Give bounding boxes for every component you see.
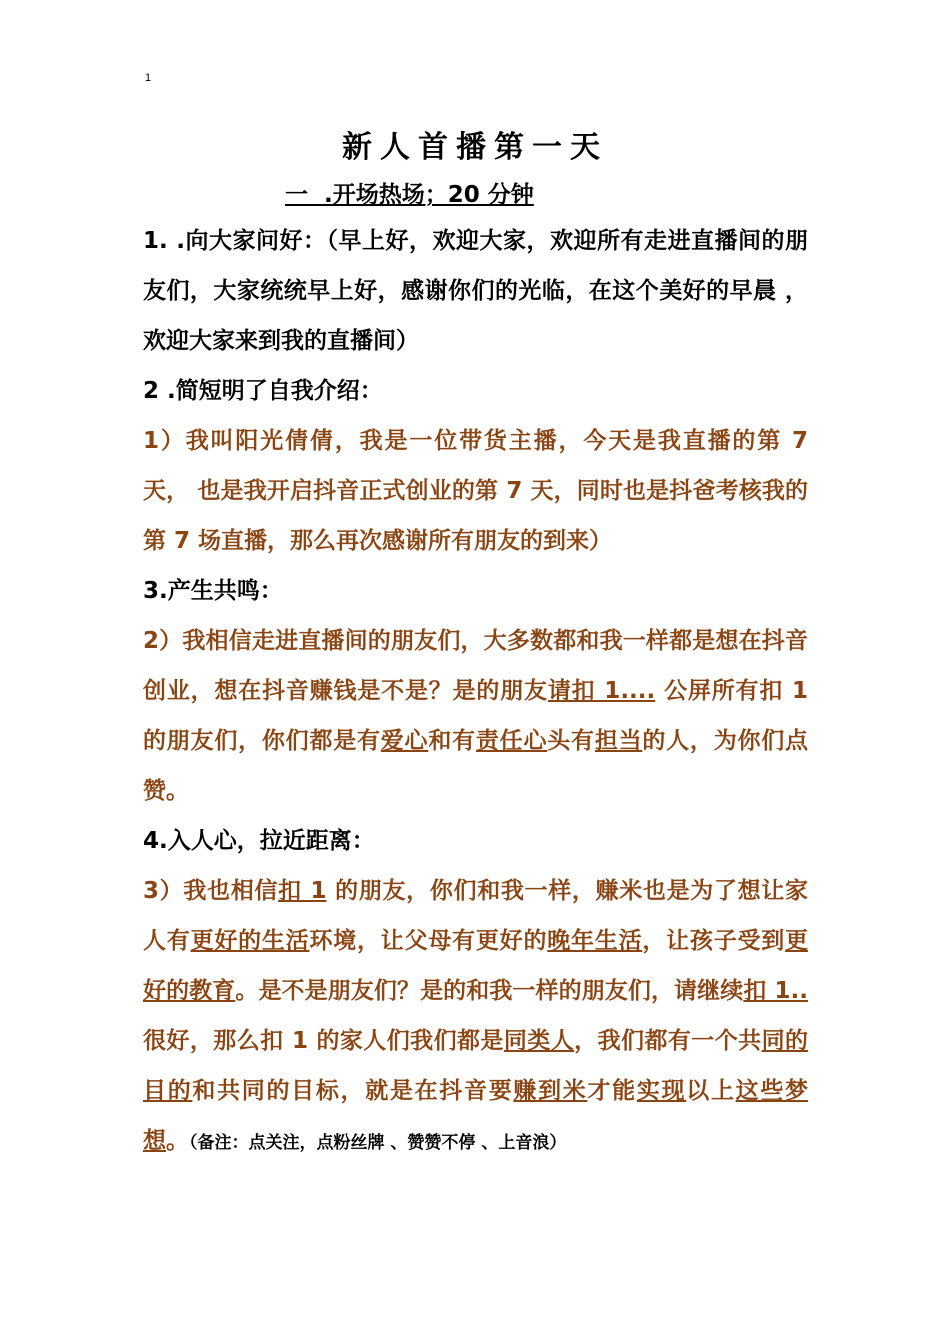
heart-text: 3）我也相信: [143, 878, 279, 904]
emphasis-text: 更好的教育: [143, 928, 809, 1004]
heart-heading: 4.入人心，拉近距离：: [143, 828, 375, 854]
emphasis-text: 请扣 1....: [547, 678, 656, 704]
emphasis-text: 晚年生活: [547, 928, 643, 954]
heart-text: 和共同的目标，就是在抖音要: [192, 1078, 514, 1104]
heart-script: [143, 866, 808, 1166]
heart-text: 很好，那么扣 1 的家人们我们都是: [143, 1028, 504, 1054]
emphasis-text: 责任心: [475, 728, 548, 754]
page-title: 新人首播第一天: [342, 130, 608, 165]
greeting-label: 1. .向大家问好：: [143, 228, 327, 254]
greeting-paragraph: [143, 216, 808, 366]
emphasis-text: 扣 1..: [743, 978, 808, 1004]
heart-text: 才能: [587, 1078, 637, 1104]
intro-heading: 2 .简短明了自我介绍：: [143, 378, 383, 404]
remark-note: （备注：点关注，点粉丝牌 、赞赞不停 、上音浪）: [189, 1133, 567, 1153]
resonance-script: [143, 616, 808, 816]
emphasis-text: 实现: [636, 1078, 687, 1104]
intro-script: 1）我叫阳光倩倩，我是一位带货主播，今天是我直播的第 7 天， 也是我开启抖音正式创业的第 7 天，同时也是抖爸考核我的第 7 场直播，那么再次感谢所有朋友的到来）: [143, 428, 808, 554]
heart-text: 。: [166, 1128, 189, 1154]
emphasis-text: 担当: [594, 728, 643, 754]
emphasis-text: 同类人: [503, 1028, 575, 1054]
heart-text: 的朋友，你们和我一样，赚米也是为了想让家人有: [143, 878, 808, 954]
emphasis-text: 这些梦想: [143, 1078, 809, 1154]
resonance-text: 公屏所有扣 1 的朋友们，你们都是有: [143, 678, 808, 754]
emphasis-text: 更好的生活: [190, 928, 310, 954]
heart-text: 环境，让父母有更好的: [309, 928, 548, 954]
heart-text: ，让孩子受到: [642, 928, 786, 954]
emphasis-text: 扣 1: [278, 878, 327, 904]
section-heading: 一 .开场热场；20 分钟: [285, 182, 534, 208]
emphasis-text: 爱心: [380, 728, 429, 754]
resonance-heading: 3.产生共鸣：: [143, 578, 283, 604]
greeting-text: （早上好，欢迎大家，欢迎所有走进直播间的朋友们，大家统统早上好，感谢你们的光临，在这个美好的早晨 ，欢迎大家来到我的直播间）: [143, 228, 808, 354]
resonance-text: 和有: [428, 728, 476, 754]
emphasis-text: 同的目的: [143, 1028, 809, 1104]
heart-text: 。是不是朋友们？是的和我一样的朋友们，请继续: [235, 978, 744, 1004]
heart-text: ，我们都有一个共: [574, 1028, 762, 1054]
page-number: 1: [145, 72, 152, 84]
emphasis-text: 赚到米: [513, 1078, 588, 1104]
document-body: [143, 216, 808, 1166]
resonance-text: 的人，为你们点赞。: [143, 728, 809, 804]
heart-text: 以上: [686, 1078, 736, 1104]
resonance-text: 2）我相信走进直播间的朋友们，大多数都和我一样都是想在抖音创业，想在抖音赚钱是不是？是的朋友: [143, 628, 808, 704]
resonance-text: 头有: [547, 728, 595, 754]
